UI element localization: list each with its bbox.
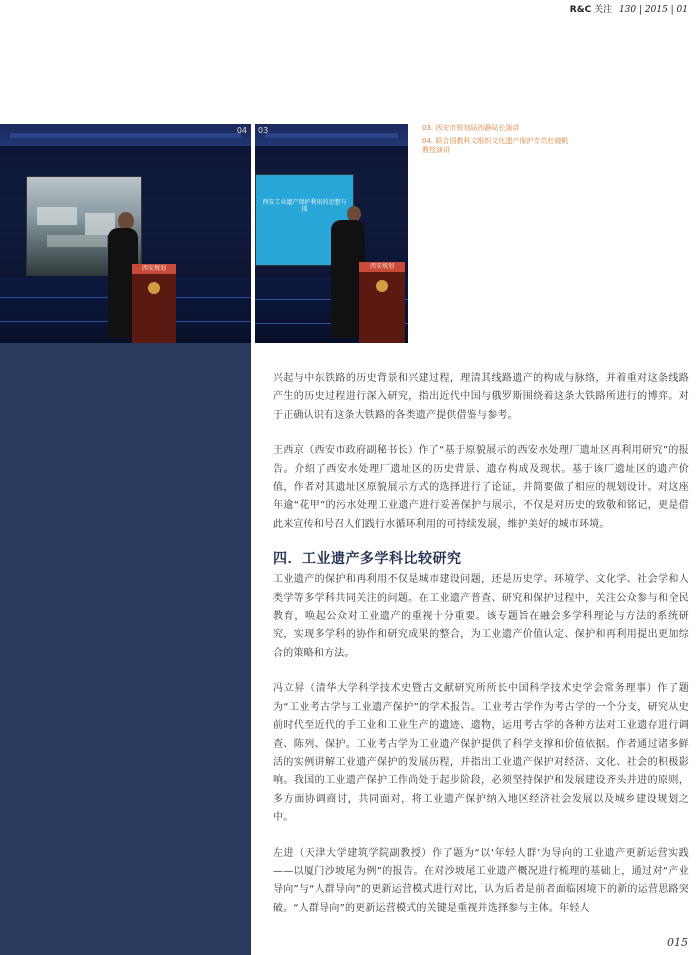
photo-captions xyxy=(422,124,572,159)
caption-03: 03. 西安市规划局西静局长演讲 xyxy=(422,124,520,132)
page-number: 015 xyxy=(667,936,688,949)
photo-03 xyxy=(255,124,408,343)
issue-info: 130 | 2015 | 01 xyxy=(618,5,688,15)
photo-banner xyxy=(255,124,408,146)
photo-number: 03 xyxy=(258,126,269,135)
podium-emblem-icon xyxy=(148,282,160,294)
caption-04: 04. 联合国教科文组织文化遗产保护专员杜晓帆教授演讲 xyxy=(422,137,569,154)
photo-banner xyxy=(0,124,251,146)
paragraph: 兴起与中东铁路的历史背景和兴建过程，理清其线路遗产的构成与脉络，并着重对这条线路产生的历史过程进行深入研究，指出近代中国与俄罗斯围绕着这条大铁路所进行的博弈。对于正确认识有这条大铁路的各类遗产提供借鉴与参考。 xyxy=(273,373,689,421)
podium-emblem-icon xyxy=(376,280,388,292)
screen-title: 西安工业遗产保护利用的思想与探 xyxy=(262,199,347,214)
podium-logo: 西安规划 xyxy=(141,265,166,272)
photo-04 xyxy=(0,124,251,343)
photo-number: 04 xyxy=(236,126,247,135)
section-name: 关注 xyxy=(594,5,613,15)
magazine-brand: R&C xyxy=(569,5,592,15)
podium xyxy=(359,262,405,343)
paragraph: 左进（天津大学建筑学院副教授）作了题为“以‘年轻人群’为导向的工业遗产更新运营实践——以厦门沙坡尾为例”的报告。在对沙坡尾工业遗产概况进行梳理的基础上，通过对“产业导向”与“人群导向”的更新运营模式进行对比，认为后者是前者面临困境下的新的运营思路突破。“人群导向”的更新运营模式的关键是重视并选择参与主体。年轻人 xyxy=(273,847,689,914)
decorative-color-block xyxy=(0,343,251,955)
section-heading: 四．工业遗产多学科比较研究 xyxy=(273,551,462,568)
paragraph: 冯立昇（清华大学科学技术史暨古文献研究所所长中国科学技术史学会常务理事）作了题为“工业考古学与工业遗产保护”的学术报告。工业考古学作为考古学的一个分支，研究从史前时代至近代的手工业和工业生产的遗迹、遗物，运用考古学的各种方法对工业遗存进行调查、陈列、保护。工业考古学为工业遗产保护提供了科学支撑和价值依据。作者通过诸多鲜活的实例讲解工业遗产保护的发展历程，并指出工业遗产保护对经济、文化、社会的积极影响。我国的工业遗产保护工作尚处于起步阶段，必须坚持保护和发展建设齐头并进的原则，多方面协调商讨，共同面对，将工业遗产保护纳入地区经济社会发展以及城乡建设规划之中。 xyxy=(273,683,689,824)
paragraph: 王西京（西安市政府副秘书长）作了“基于原貌展示的西安水处理厂遗址区再利用研究”的报告。介绍了西安水处理厂遗址区的历史背景、遗存构成及现状。基于该厂遗址区的遗产价值，作者对其遗址区原貌展示方式的选择进行了论证，并简要做了相应的规划设计。对这座年逾“花甲”的污水处理工业遗产进行妥善保护与展示，不仅是对历史的致敬和铭记，更是借此来宣传和号召人们践行水循环利用的可持续发展，维护美好的城市环境。 xyxy=(273,445,689,530)
podium xyxy=(132,264,176,343)
paragraph: 工业遗产的保护和再利用不仅是城市建设问题，还是历史学、环境学、文化学、社会学和人类学等多学科共同关注的问题。在工业遗产普查、研究和保护过程中，关注公众参与和全民教育，唤起公众对工业遗产的重视十分重要。该专题旨在融会多学科理论与方法的系统研究，实现多学科的协作和研究成果的整合，为工业遗产价值认定、保护和再利用提出更加综合的策略和方法。 xyxy=(273,574,689,659)
podium-logo: 西安规划 xyxy=(369,263,394,270)
running-header xyxy=(570,2,688,15)
article-body xyxy=(273,370,689,935)
